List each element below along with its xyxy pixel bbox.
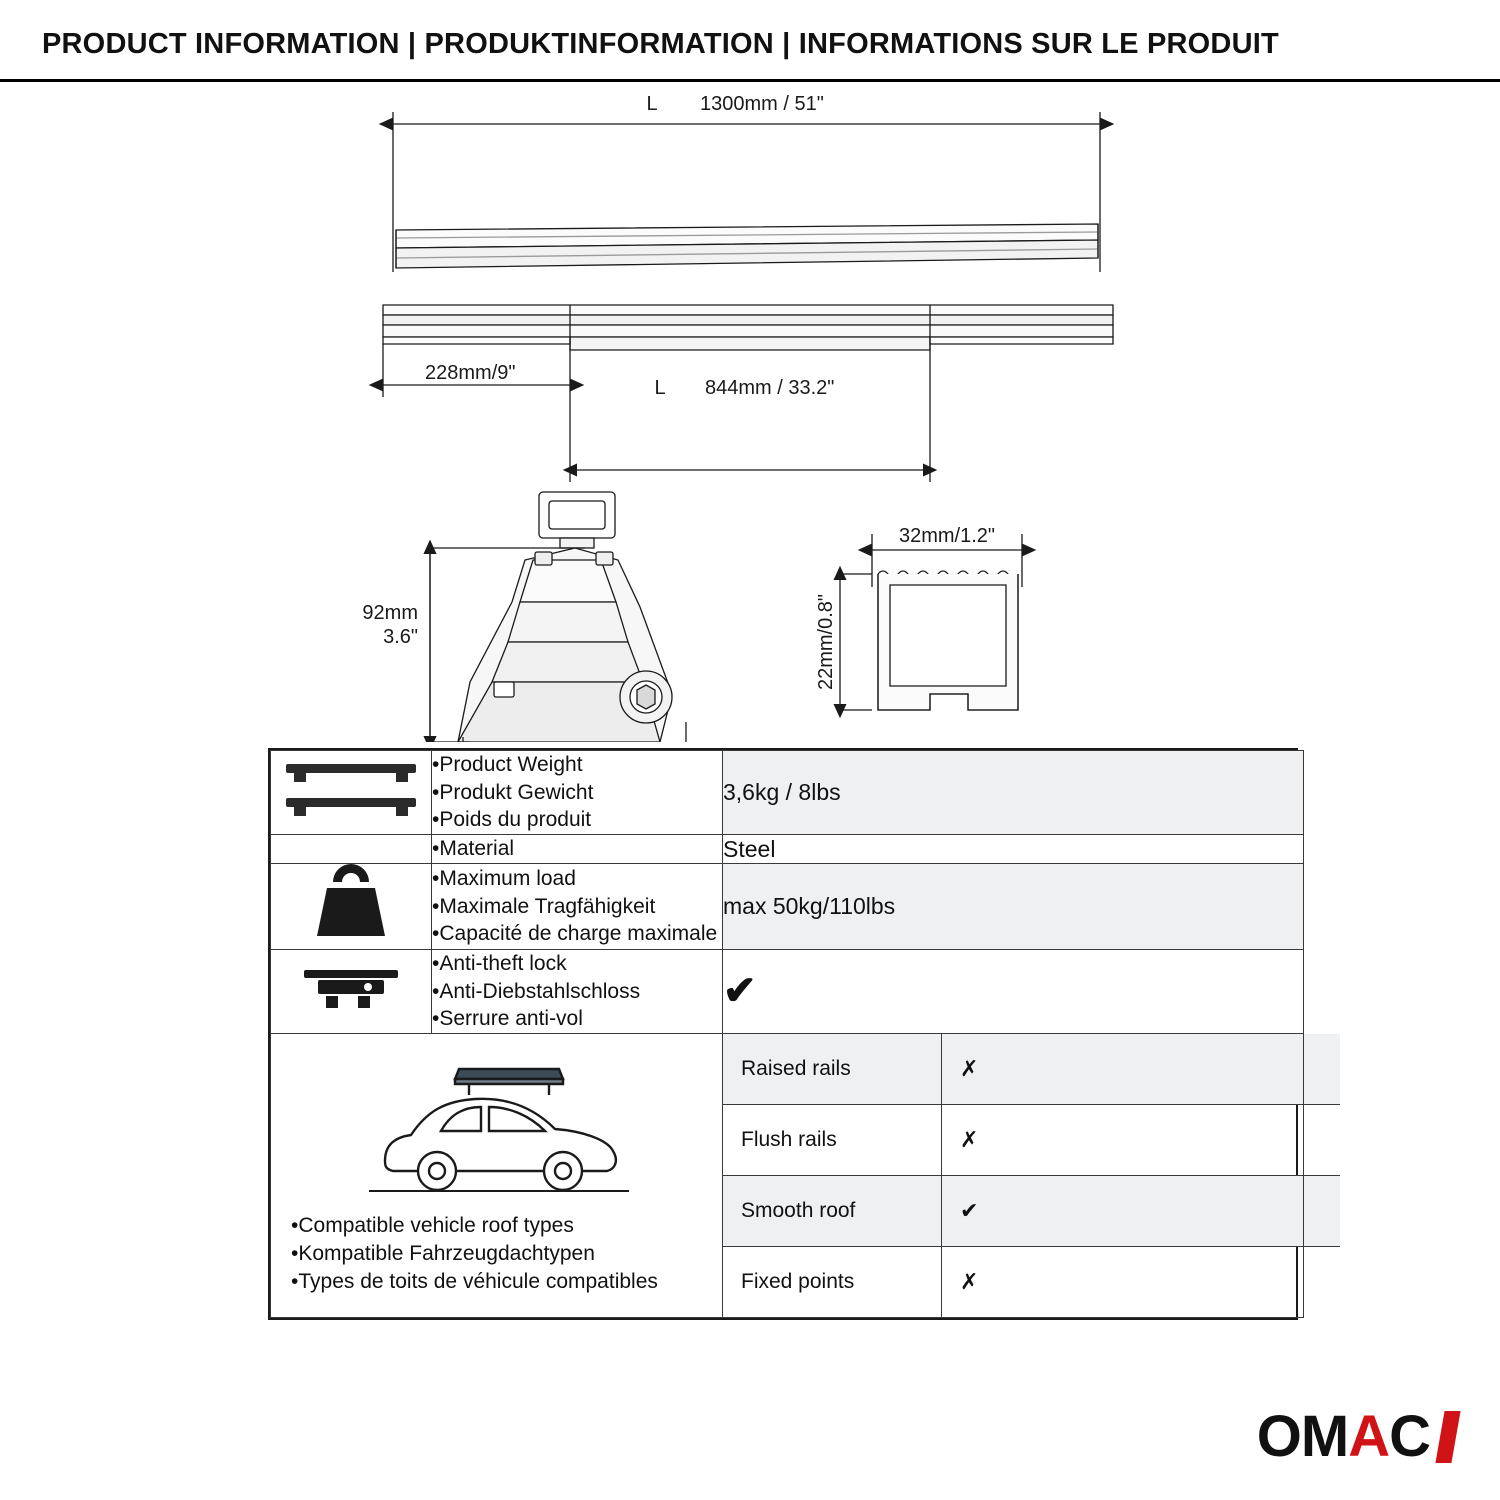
roof-type-row	[723, 1105, 1340, 1176]
product-weight-label	[432, 751, 723, 835]
foot-offset-label: 228mm/9"	[425, 362, 516, 384]
profile-width-label: 32mm/1.2"	[898, 525, 996, 547]
table-row-compatibility	[271, 1034, 1304, 1318]
logo-text-part2: A	[1348, 1404, 1390, 1469]
compatibility-labels	[285, 1212, 712, 1296]
crossbars-icon	[271, 751, 432, 835]
label-line-fr: •Serrure anti-vol	[432, 1007, 583, 1031]
label-line-en: •Compatible vehicle roof types	[291, 1213, 574, 1237]
foot-height-line2: 3.6"	[383, 626, 418, 648]
logo-accent-bar	[1435, 1411, 1460, 1463]
material-value: Steel	[723, 835, 1304, 864]
roof-type-name: Raised rails	[723, 1034, 942, 1105]
label-line-en: •Material	[432, 837, 515, 861]
roof-type-mark: ✗	[942, 1247, 1341, 1318]
material-icon-empty	[271, 835, 432, 864]
roof-type-row	[723, 1176, 1340, 1247]
roof-type-row	[723, 1034, 1340, 1105]
table-row	[271, 751, 1304, 835]
max-load-label	[432, 863, 723, 949]
checkmark-icon: ✔	[723, 969, 757, 1014]
roof-type-mark: ✔	[942, 1176, 1341, 1247]
roof-type-name: Flush rails	[723, 1105, 942, 1176]
car-with-rack-icon	[349, 1051, 649, 1201]
technical-drawing	[0, 82, 1500, 742]
label-line-de: •Anti-Diebstahlschloss	[432, 979, 641, 1003]
anti-theft-value	[723, 949, 1304, 1033]
label-line-en: •Maximum load	[432, 866, 576, 890]
material-label	[432, 835, 723, 864]
label-line-en: •Anti-theft lock	[432, 951, 567, 975]
label-line-en: •Product Weight	[432, 753, 583, 776]
inner-span-symbol: L	[654, 377, 666, 399]
compatibility-info	[271, 1034, 723, 1318]
max-load-value: max 50kg/110lbs	[723, 863, 1304, 949]
product-weight-value: 3,6kg / 8lbs	[723, 751, 1304, 835]
header-bar	[0, 0, 1500, 82]
foot-height-line1: 92mm	[362, 602, 418, 624]
label-line-fr: •Poids du produit	[432, 808, 592, 832]
logo-text-part1: OM	[1256, 1404, 1349, 1469]
weight-icon	[271, 863, 432, 949]
label-line-fr: •Types de toits de véhicule compatibles	[291, 1270, 658, 1294]
roof-type-mark: ✗	[942, 1105, 1341, 1176]
label-line-de: •Maximale Tragfähigkeit	[432, 894, 656, 918]
inner-span-label: 844mm / 33.2"	[705, 377, 835, 399]
roof-type-name: Fixed points	[723, 1247, 942, 1318]
page-title: PRODUCT INFORMATION | PRODUKTINFORMATION | INFORMATIONS SUR LE PRODUIT	[42, 28, 1279, 60]
anti-theft-label	[432, 949, 723, 1033]
specifications-table	[268, 748, 1298, 1320]
roof-type-row	[723, 1247, 1340, 1318]
table-row	[271, 835, 1304, 864]
label-line-fr: •Capacité de charge maximale	[432, 922, 718, 946]
bar-length-label: 1300mm / 51"	[700, 93, 824, 115]
table-row	[271, 863, 1304, 949]
omac-logo	[1256, 1404, 1456, 1469]
lock-icon	[271, 949, 432, 1033]
table-row	[271, 949, 1304, 1033]
roof-type-mark: ✗	[942, 1034, 1341, 1105]
logo-text-part3: C	[1389, 1404, 1430, 1469]
roof-types-subtable	[723, 1034, 1304, 1318]
profile-height-label: 22mm/0.8"	[815, 593, 837, 691]
label-line-de: •Kompatible Fahrzeugdachtypen	[291, 1241, 595, 1265]
label-line-de: •Produkt Gewicht	[432, 780, 594, 804]
roof-type-name: Smooth roof	[723, 1176, 942, 1247]
bar-length-symbol: L	[646, 93, 658, 115]
